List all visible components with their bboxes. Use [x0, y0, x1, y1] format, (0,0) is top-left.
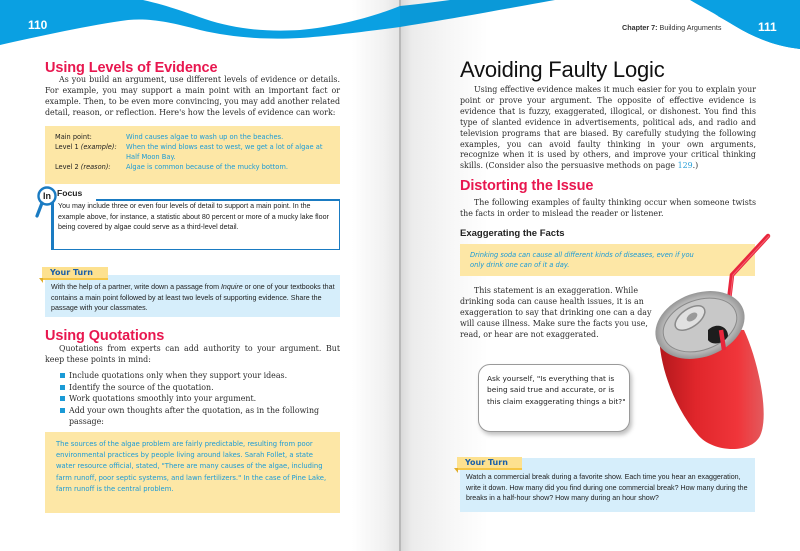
list-item	[60, 370, 338, 382]
heading-distorting-the-issue: Distorting the Issue	[460, 178, 594, 194]
list-item-text: Add your own thoughts after the quotation, as in the following passage:	[69, 405, 320, 427]
left-page-number: 110	[28, 18, 48, 32]
your-turn-text-right: Watch a commercial break during a favorite show. Each time you hear an exaggeration, write it down. How many did you find during one commercial break? How many during the breaks in a half-hour show? How many during an hour show?	[466, 473, 748, 503]
levels-intro-paragraph	[45, 75, 340, 119]
evidence-text: Wind causes algae to wash up on the beaches.	[126, 133, 284, 141]
speech-bubble: Ask yourself, "Is everything that is being said true and accurate, or is this claim exaggerating things a bit?"	[478, 364, 630, 432]
book-spine	[399, 0, 401, 551]
list-item	[60, 393, 338, 405]
distorting-intro-paragraph	[460, 198, 756, 220]
quotations-intro-paragraph	[45, 344, 340, 366]
evidence-text: When the wind blows east to west, we get a lot of algae at Half Moon Bay.	[126, 143, 323, 161]
evidence-row-level2	[55, 162, 340, 172]
quotation-example-box: The sources of the algae problem are fairly predictable, resulting from poor environmental practices by people living around lakes. Sarah Follet, a state water resource official, stated, "There are many causes of the algae, including farm runoff, poor septic systems, and lawn fertilizers." In the case of Pine Lake, farm runoff is the central problem.	[45, 432, 340, 513]
chapter-name: Building Arguments	[659, 23, 722, 32]
label-text: Level 2	[55, 163, 81, 171]
soda-can-image	[620, 230, 790, 460]
label-italic: (example):	[80, 143, 117, 151]
in-focus-badge: In	[43, 191, 51, 201]
example-text: Drinking soda can cause all different kinds of diseases, even if you only drink one can of it a day.	[470, 251, 694, 269]
bullet-square-icon	[60, 396, 65, 401]
bullet-square-icon	[60, 373, 65, 378]
distorting-intro-text: The following examples of faulty thinking occur when someone twists the facts in order to mislead the reader or listener.	[460, 198, 756, 218]
evidence-levels-box	[45, 126, 340, 184]
label-italic: (reason):	[80, 163, 111, 171]
chapter-label: Chapter 7:	[622, 23, 658, 32]
evidence-label	[55, 132, 126, 142]
label-text: Level 1	[55, 143, 81, 151]
heading-using-quotations: Using Quotations	[45, 328, 165, 344]
yt-italic-title: Inquire	[220, 283, 243, 291]
list-item	[60, 382, 338, 394]
in-focus-text: You may include three or even four levels of detail to support a main point. In the example above, for instance, a statistic about 80 percent or more of a mucky lake floor being covered by algae could serve as a third-level detail.	[58, 202, 329, 232]
list-item-text: Include quotations only when they support your ideas.	[69, 371, 288, 380]
your-turn-tab-right: Your Turn	[457, 457, 522, 470]
subheading-exaggerating-the-facts: Exaggerating the Facts	[460, 228, 565, 239]
levels-intro-text: As you build an argument, use different levels of evidence or details. For example, you may support a main point with an important fact or example. Then, to be even more convincing, you may add another related detail, reason, or reflection. Here's how the levels of evidence can work:	[45, 75, 340, 117]
page-129-link[interactable]: 129	[677, 161, 693, 171]
chapter-title	[622, 23, 721, 32]
list-item-text: Identify the source of the quotation.	[69, 382, 214, 392]
yt-text-part: With the help of a partner, write down a passage from	[51, 283, 221, 291]
faulty-logic-intro-paragraph	[460, 85, 756, 172]
explanation-text: This statement is an exaggeration. While drinking soda can cause health issues, it is an exaggeration to say that drinking one can a day will cause illness. Make sure the facts you use, read, or hear are not exaggerated.	[460, 286, 652, 339]
evidence-row-level1	[55, 142, 340, 162]
your-turn-tab-left: Your Turn	[42, 267, 108, 280]
evidence-row-main	[55, 132, 340, 142]
your-turn-text-left	[51, 282, 336, 314]
evidence-label	[55, 162, 126, 172]
quotation-tips-list	[60, 370, 338, 428]
label-text: Main point:	[55, 133, 92, 141]
list-item	[60, 405, 338, 428]
heading-levels-of-evidence: Using Levels of Evidence	[45, 60, 218, 76]
intro-text-end: .)	[692, 161, 699, 171]
evidence-text: Algae is common because of the mucky bottom.	[126, 163, 288, 171]
magnifier-icon	[35, 186, 59, 218]
quotations-intro-text: Quotations from experts can add authority to your argument. But keep these points in mind:	[45, 344, 340, 364]
right-page-number: 111	[758, 20, 777, 34]
heading-avoiding-faulty-logic: Avoiding Faulty Logic	[460, 57, 665, 82]
bullet-square-icon	[60, 408, 65, 413]
evidence-label	[55, 142, 126, 162]
intro-text: Using effective evidence makes it much easier for you to explain your point or prove your argument. The opposite of effective evidence is evidence that is fuzzy, exaggerated, illogical, or dishonest. You find this type of slanted evidence in advertisements, political ads, and radio and television programs that are biased. By carefully studying the following examples, you can avoid faulty thinking in your own arguments, recognize when it is used by others, and improve your critical thinking skills. (Consider also the persuasive methods on page	[460, 85, 756, 171]
list-item-text: Work quotations smoothly into your argument.	[69, 394, 257, 404]
yt-text-part: or one of your textbooks that contains a main point followed by at least two levels of supporting evidence. Share the passage with your classmates.	[51, 283, 335, 313]
bullet-square-icon	[60, 385, 65, 390]
in-focus-title: Focus	[57, 188, 83, 198]
